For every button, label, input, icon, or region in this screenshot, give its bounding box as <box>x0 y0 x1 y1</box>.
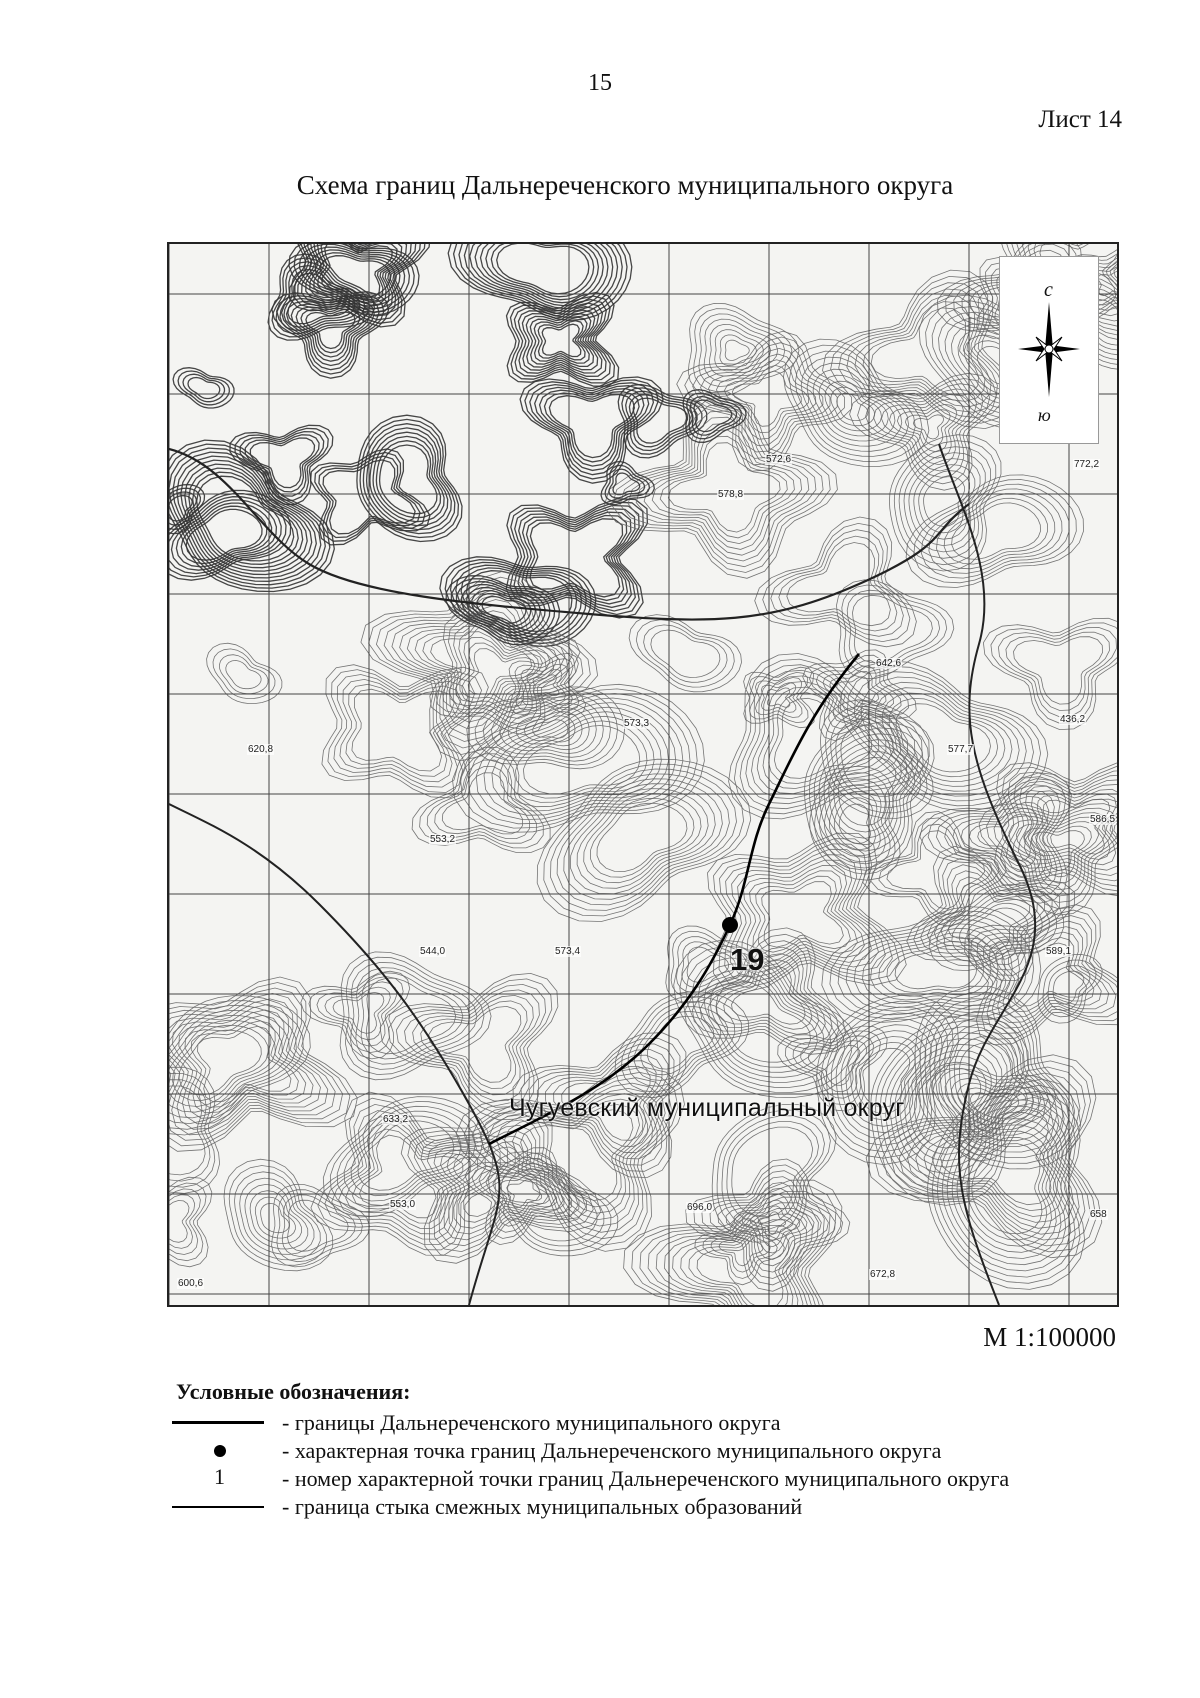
boundary-point-number: 19 <box>730 942 765 977</box>
elevation-label: 544,0 <box>420 946 446 957</box>
legend-text: - граница стыка смежных муниципальных образований <box>282 1494 803 1519</box>
legend-item-adjacent-boundary <box>172 1492 1132 1522</box>
elevation-label: 600,6 <box>178 1278 204 1289</box>
elevation-label: 696,0 <box>687 1202 713 1213</box>
legend-symbol <box>172 1464 272 1494</box>
compass-south-label: ю <box>1038 405 1051 425</box>
elevation-label: 772,2 <box>1074 459 1100 470</box>
elevation-label: 553,0 <box>390 1199 416 1210</box>
district-label: Чугуевский муниципальный округ <box>509 1094 905 1122</box>
legend-text: - характерная точка границ Дальнереченского муниципального округа <box>282 1438 942 1463</box>
boundary-point-marker <box>722 917 738 933</box>
elevation-label: 436,2 <box>1060 714 1086 725</box>
legend-item-point-number <box>172 1464 1132 1494</box>
legend-text: - номер характерной точки границ Дальнереченского муниципального округа <box>282 1466 1010 1491</box>
legend-symbol <box>172 1408 272 1438</box>
legend-symbol <box>172 1436 272 1466</box>
elevation-label: 577,7 <box>948 744 974 755</box>
sheet-label: Лист 14 <box>1038 106 1122 133</box>
thick-line-icon <box>172 1421 264 1424</box>
map-topography <box>169 244 1117 1305</box>
elevation-label: 620,8 <box>248 744 274 755</box>
legend-symbol <box>172 1492 272 1522</box>
compass-north-label: с <box>1044 279 1053 301</box>
elevation-label: 553,2 <box>430 834 456 845</box>
elevation-label: 586,5 <box>1090 814 1116 825</box>
elevation-label: 658 <box>1090 1209 1107 1220</box>
legend-text: - границы Дальнереченского муниципального округа <box>282 1410 781 1435</box>
elevation-label: 589,1 <box>1046 946 1072 957</box>
elevation-label: 672,8 <box>870 1269 896 1280</box>
elevation-label: 633,2 <box>383 1114 409 1125</box>
legend-title: Условные обозначения: <box>176 1379 411 1404</box>
thin-line-icon <box>172 1506 264 1508</box>
document-title: Схема границ Дальнереченского муниципального округа <box>296 170 954 200</box>
compass-rose <box>999 256 1099 444</box>
page-number: 15 <box>588 70 612 96</box>
number-symbol: 1 <box>214 1464 225 1489</box>
legend-item-boundary <box>172 1408 1132 1438</box>
elevation-label: 573,3 <box>624 718 650 729</box>
elevation-label: 578,8 <box>718 489 744 500</box>
elevation-label: 573,4 <box>555 946 581 957</box>
elevation-label: 572,6 <box>766 454 792 465</box>
topographic-map[interactable] <box>167 242 1119 1307</box>
dot-icon <box>214 1445 226 1457</box>
legend-item-point <box>172 1436 1132 1466</box>
map-scale: М 1:100000 <box>983 1322 1116 1352</box>
elevation-label: 642,6 <box>876 658 902 669</box>
